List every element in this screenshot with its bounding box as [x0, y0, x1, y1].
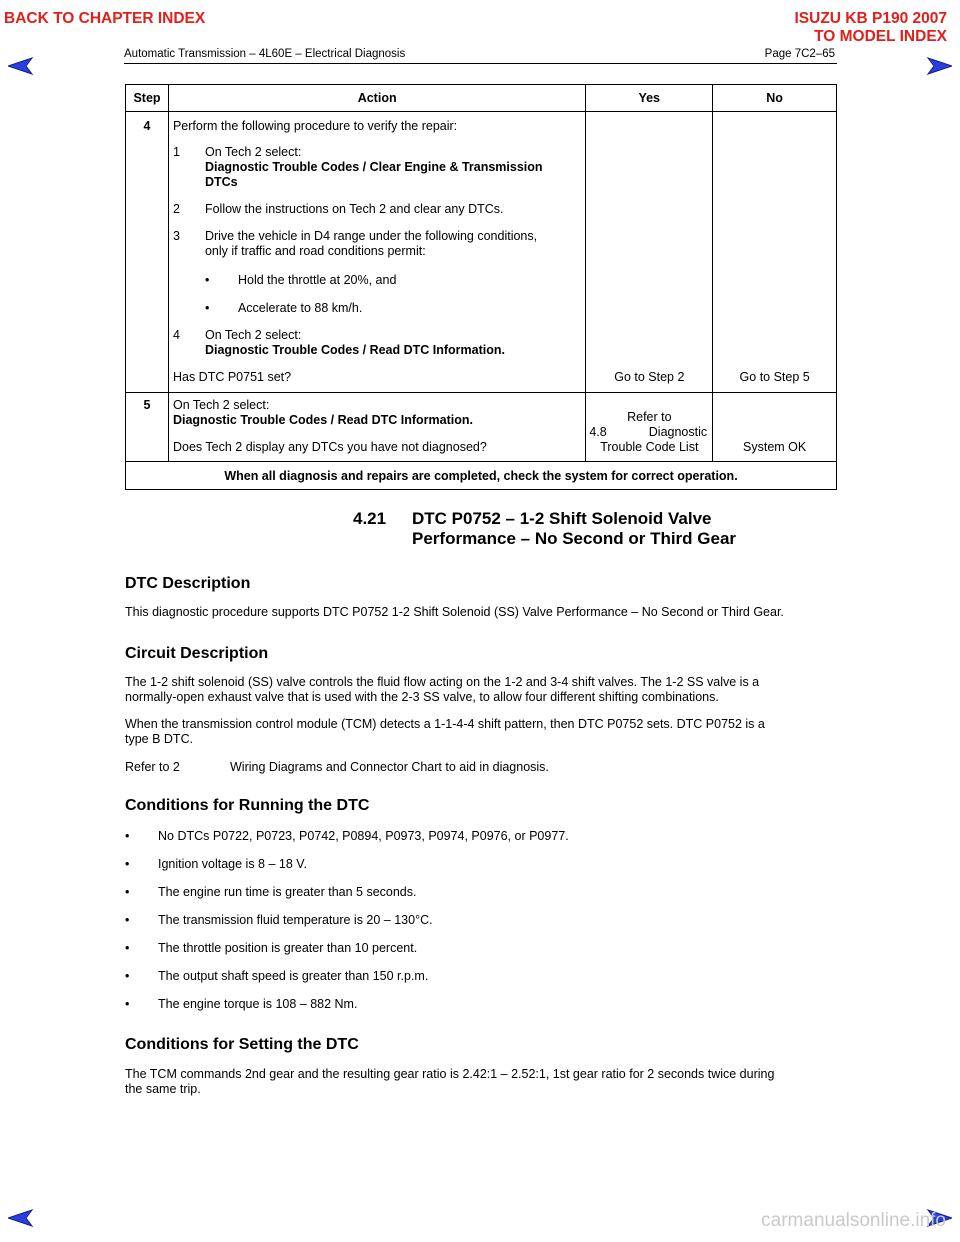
- step-number: 4: [143, 119, 151, 133]
- condition-bullet-text: Accelerate to 88 km/h.: [237, 301, 363, 315]
- condition-text: Ignition voltage is 8 – 18 V.: [158, 857, 307, 871]
- action-item-text: Drive the vehicle in D4 range under the following conditions,: [204, 229, 538, 243]
- circuit-paragraph-1: The 1-2 shift solenoid (SS) valve controls the fluid flow acting on the 1-2 and 3-4 shift valves. The 1-2 SS valve is a: [125, 675, 760, 689]
- circuit-paragraph-2-continued: type B DTC.: [125, 732, 194, 746]
- procedure-table: [125, 84, 837, 490]
- model-title: ISUZU KB P190 2007: [794, 10, 947, 27]
- running-header-page: Page 7C2–65: [764, 48, 835, 60]
- table-header-row: [126, 85, 837, 112]
- action-item-text: On Tech 2 select:: [172, 398, 270, 412]
- table-footer-row: [126, 462, 837, 490]
- table-footer-note: When all diagnosis and repairs are completed, check the system for correct operation.: [126, 462, 837, 490]
- menu-path: Diagnostic Trouble Codes / Read DTC Information.: [172, 413, 473, 427]
- step-5-action: [169, 393, 585, 461]
- yes-result-line: Refer to: [627, 410, 672, 424]
- section-number: 4.21: [353, 509, 387, 528]
- step-question: Has DTC P0751 set?: [172, 370, 292, 384]
- step-number: 5: [143, 398, 151, 412]
- condition-text: The throttle position is greater than 10 percent.: [158, 941, 418, 955]
- column-header-yes: Yes: [586, 85, 713, 112]
- yes-result: [586, 393, 712, 461]
- bullet-icon: •: [204, 273, 210, 287]
- cross-reference-link[interactable]: 4.8: [589, 425, 607, 439]
- condition-text: The transmission fluid temperature is 20 – 130°C.: [158, 913, 433, 927]
- action-item-number: 4: [172, 328, 180, 342]
- step-4-action: [169, 112, 585, 392]
- no-result: Go to Step 5: [739, 370, 810, 384]
- section-title-continued: Performance – No Second or Third Gear: [412, 529, 737, 548]
- running-header-title: Automatic Transmission – 4L60E – Electrical Diagnosis: [124, 48, 406, 60]
- table-row-step-5: [126, 393, 837, 462]
- next-page-arrow-icon[interactable]: [926, 57, 952, 75]
- heading-conditions-running: Conditions for Running the DTC: [125, 797, 370, 814]
- condition-bullet-text: Hold the throttle at 20%, and: [237, 273, 397, 287]
- no-result: System OK: [743, 440, 807, 454]
- previous-page-arrow-icon[interactable]: [8, 57, 34, 75]
- bullet-icon: •: [204, 301, 210, 315]
- condition-text: The engine torque is 108 – 882 Nm.: [158, 997, 358, 1011]
- circuit-paragraph-1-continued: normally-open exhaust valve that is used with the 2-3 SS valve, to allow four different shifting combinations.: [125, 690, 719, 704]
- action-intro: Perform the following procedure to verify the repair:: [172, 119, 458, 133]
- dtc-description-text: This diagnostic procedure supports DTC P0752 1-2 Shift Solenoid (SS) Valve Performance – No Second or Third Gear.: [125, 605, 784, 619]
- action-item-text: Follow the instructions on Tech 2 and clear any DTCs.: [204, 202, 504, 216]
- refer-to-link[interactable]: Refer to 2: [125, 760, 180, 774]
- action-item-number: 2: [172, 202, 180, 216]
- heading-dtc-description: DTC Description: [125, 575, 251, 592]
- back-to-chapter-index-link[interactable]: BACK TO CHAPTER INDEX: [4, 10, 206, 27]
- menu-path-continued: DTCs: [204, 175, 238, 189]
- condition-text: No DTCs P0722, P0723, P0742, P0894, P0973, P0974, P0976, or P0977.: [158, 829, 569, 843]
- bullet-icon: •: [125, 969, 130, 983]
- previous-page-arrow-bottom-icon[interactable]: [8, 1209, 34, 1227]
- menu-path: Diagnostic Trouble Codes / Read DTC Information.: [204, 343, 505, 357]
- condition-text: The engine run time is greater than 5 seconds.: [158, 885, 417, 899]
- action-item-text: On Tech 2 select:: [204, 328, 302, 342]
- heading-conditions-setting: Conditions for Setting the DTC: [125, 1036, 359, 1053]
- yes-result: Go to Step 2: [614, 370, 685, 384]
- condition-text: The output shaft speed is greater than 150 r.p.m.: [158, 969, 429, 983]
- bullet-icon: •: [125, 885, 130, 899]
- bullet-icon: •: [125, 829, 130, 843]
- action-item-number: 3: [172, 229, 180, 243]
- heading-circuit-description: Circuit Description: [125, 645, 269, 662]
- circuit-paragraph-2: When the transmission control module (TCM) detects a 1-1-4-4 shift pattern, then DTC P0752 sets. DTC P0752 is a: [125, 717, 765, 731]
- action-item-text: On Tech 2 select:: [204, 145, 302, 159]
- conditions-setting-text-continued: the same trip.: [125, 1082, 201, 1096]
- column-header-step: Step: [126, 85, 169, 112]
- watermark: carmanualsonline.info: [761, 1210, 946, 1231]
- bullet-icon: •: [125, 913, 130, 927]
- to-model-index-link[interactable]: TO MODEL INDEX: [814, 28, 947, 45]
- column-header-no: No: [713, 85, 837, 112]
- action-item-number: 1: [172, 145, 180, 159]
- action-item-text-continued: only if traffic and road conditions permit:: [204, 244, 426, 258]
- yes-result-line: Diagnostic: [648, 425, 708, 439]
- refer-to-text: Wiring Diagrams and Connector Chart to aid in diagnosis.: [230, 760, 549, 774]
- header-rule: [124, 63, 837, 64]
- section-title: DTC P0752 – 1-2 Shift Solenoid Valve: [412, 509, 712, 528]
- bullet-icon: •: [125, 997, 130, 1011]
- yes-result-line: Trouble Code List: [600, 440, 699, 454]
- step-question: Does Tech 2 display any DTCs you have not diagnosed?: [172, 440, 487, 454]
- bullet-icon: •: [125, 941, 130, 955]
- column-header-action: Action: [168, 85, 585, 112]
- table-row-step-4: [126, 112, 837, 393]
- bullet-icon: •: [125, 857, 130, 871]
- conditions-setting-text: The TCM commands 2nd gear and the resulting gear ratio is 2.42:1 – 2.52:1, 1st gear ratio for 2 seconds twice during: [125, 1067, 775, 1081]
- menu-path: Diagnostic Trouble Codes / Clear Engine & Transmission: [204, 160, 543, 174]
